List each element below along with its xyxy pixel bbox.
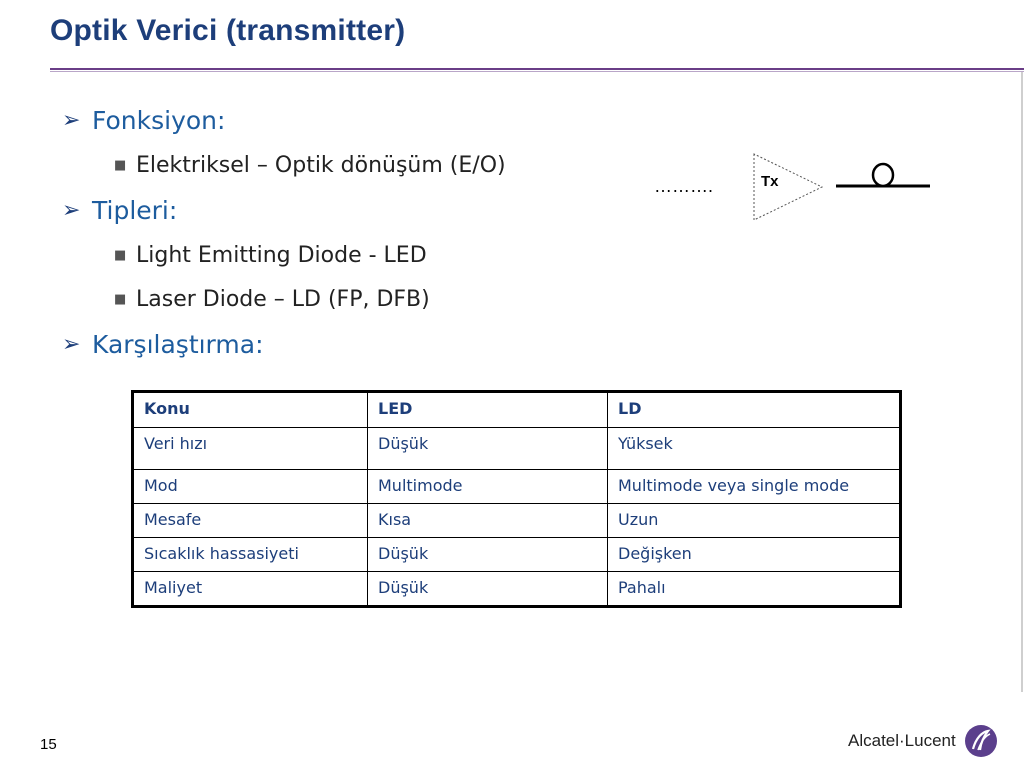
signal-dots: ………. (654, 176, 714, 196)
table-cell: Uzun (608, 504, 901, 538)
table-cell: Yüksek (608, 428, 901, 470)
table-header-cell: Konu (133, 392, 368, 428)
sub-bullet-label: Elektriksel – Optik dönüşüm (E/O) (136, 152, 506, 178)
logo-text: Alcatel·Lucent (848, 731, 956, 750)
table-cell: Mod (133, 470, 368, 504)
table-cell: Pahalı (608, 572, 901, 607)
table-row (133, 538, 901, 572)
table-cell: Multimode veya single mode (608, 470, 901, 504)
table-row (133, 572, 901, 607)
bullet-label: Karşılaştırma: (92, 329, 264, 359)
table-cell: Maliyet (133, 572, 368, 607)
table-header-row (133, 392, 901, 428)
table-cell: Kısa (368, 504, 608, 538)
table-cell: Düşük (368, 572, 608, 607)
table-header-cell: LD (608, 392, 901, 428)
alcatel-lucent-logo-icon (964, 724, 998, 758)
fiber-connector-icon (873, 164, 893, 186)
title-divider-shadow (50, 71, 1024, 72)
slide-title: Optik Verici (transmitter) (50, 14, 406, 47)
table-row (133, 428, 901, 470)
company-logo (848, 724, 998, 758)
table-cell: Veri hızı (133, 428, 368, 470)
table-cell: Düşük (368, 538, 608, 572)
table-cell: Sıcaklık hassasiyeti (133, 538, 368, 572)
table-cell: Multimode (368, 470, 608, 504)
table-row (133, 470, 901, 504)
arrow-bullet-icon: ➢ (62, 107, 81, 133)
bullet-fonksiyon (62, 102, 506, 138)
table-cell: Değişken (608, 538, 901, 572)
arrow-bullet-icon: ➢ (62, 197, 81, 223)
arrow-bullet-icon: ➢ (62, 331, 81, 357)
comparison-table (131, 390, 902, 608)
bullet-label: Tipleri: (92, 195, 178, 225)
square-bullet-icon: ■ (114, 247, 127, 263)
bullet-label: Fonksiyon: (92, 105, 226, 135)
slide-right-border (1021, 72, 1023, 692)
table-header-cell: LED (368, 392, 608, 428)
sub-bullet-label: Laser Diode – LD (FP, DFB) (136, 286, 430, 312)
table-cell: Düşük (368, 428, 608, 470)
sub-bullet-eo (114, 148, 506, 182)
transmitter-diagram (650, 150, 950, 230)
table-row (133, 504, 901, 538)
bullet-tipleri (62, 192, 506, 228)
page-number: 15 (40, 736, 57, 753)
table-cell: Mesafe (133, 504, 368, 538)
bullet-karsilastirma (62, 326, 506, 362)
tx-label: Tx (761, 173, 779, 190)
square-bullet-icon: ■ (114, 157, 127, 173)
sub-bullet-label: Light Emitting Diode - LED (136, 242, 427, 268)
sub-bullet-led (114, 238, 506, 272)
title-divider (50, 68, 1024, 70)
bullet-list (62, 102, 506, 372)
sub-bullet-ld (114, 282, 506, 316)
square-bullet-icon: ■ (114, 291, 127, 307)
